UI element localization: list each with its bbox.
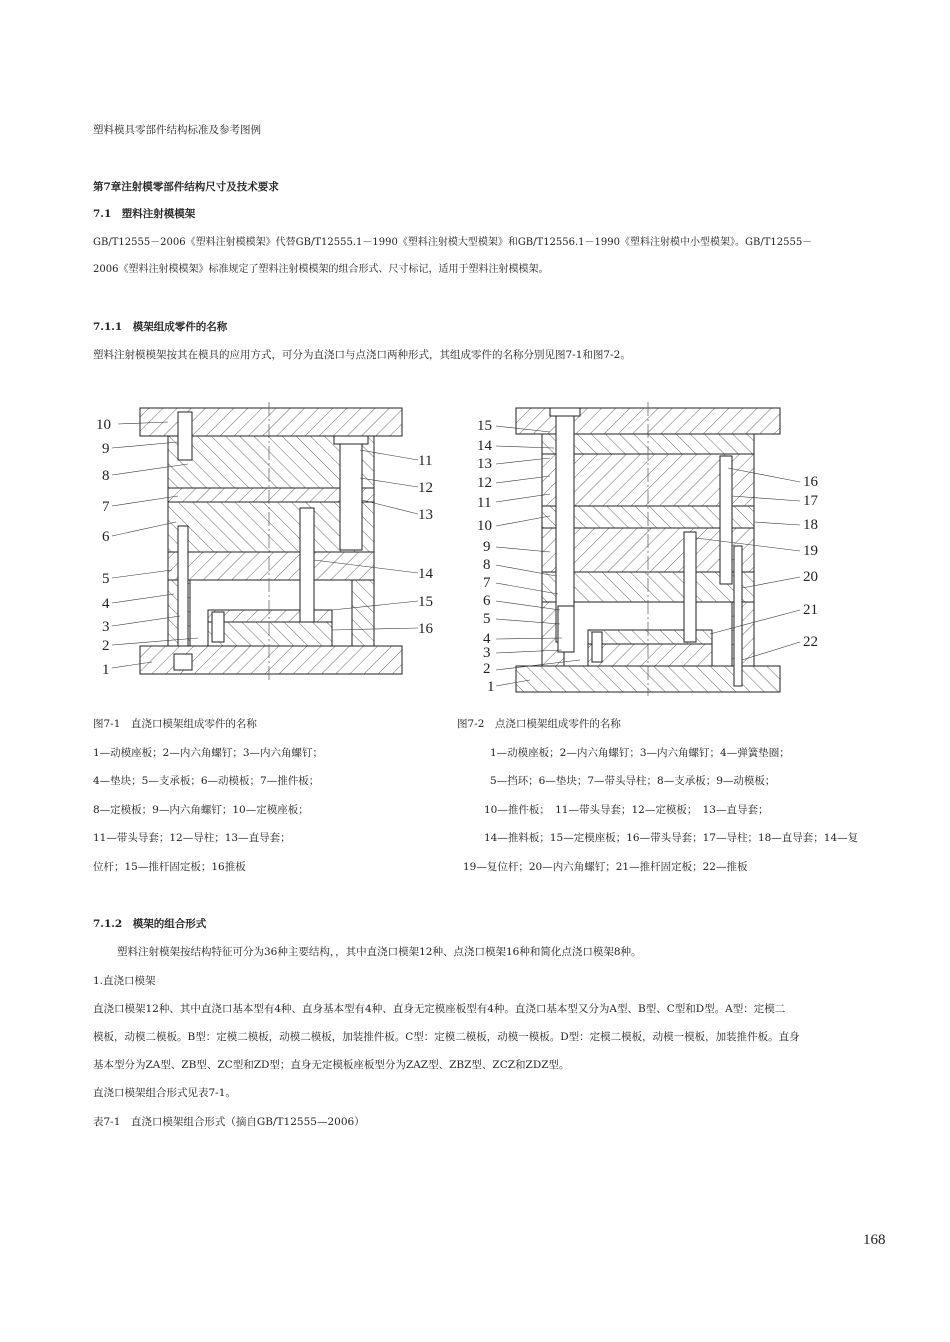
ejector-plate [208,622,332,646]
section-7-1-title: 7.1 塑料注射模模架 [93,208,196,220]
guide-pillar-head [550,408,580,416]
figure-7-1-legend-line: 8—定模板；9—内六角螺钉；10—定模座板； [93,804,309,816]
fig2-label-11: 11 [477,495,492,511]
guide-pillar [340,440,362,550]
subsection-1-paragraph-line2: 模板，动模二模板。B型：定模二模板，动模二模板，加装推件板。C型：定模二模板，动模一模板。D型：定模二模板，动模一模板，加装推件板。直身 [93,1031,800,1043]
fig1-label-9: 9 [102,441,110,457]
fig1-label-3: 3 [102,619,110,635]
fig2-label-17: 17 [803,493,818,509]
socket-screw-ejector [212,612,224,642]
fig2-label-12: 12 [477,475,492,491]
fig2-label-21: 21 [803,602,818,618]
fig2-label-18: 18 [803,517,818,533]
support-plate [168,552,374,580]
table-7-1-caption: 表7-1 直浇口模架组合形式（摘自GB/T12555—2006） [93,1116,365,1128]
fig1-label-13: 13 [418,507,433,523]
section-7-1-1-paragraph: 塑料注射模模架按其在模具的应用方式，可分为直浇口与点浇口两种形式，其组成零件的名称分别见图7-1和图7-2。 [93,349,631,361]
return-pin-19 [684,532,696,642]
figure-7-2-legend-line: 1—动模座板；2—内六角螺钉；3—内六角螺钉；4—弹簧垫圈； [490,747,790,759]
fig2-label-8: 8 [483,557,491,573]
fig1-label-11: 11 [418,453,433,469]
figure-7-1-legend-line: 11—带头导套；12—导柱；13—直导套； [93,832,291,844]
running-header: 塑料模具零部件结构标准及参考图例 [93,124,261,136]
figure-7-1-legend-line: 1—动模座板；2—内六角螺钉；3—内六角螺钉； [93,747,324,759]
return-pin [300,508,314,622]
subsection-1-paragraph-line1: 直浇口模架12种、其中直浇口基本型有4种、直身基本型有4种、直身无定模座板型有4种。直浇口基本型又分为A型、B型、C型和D型。A型：定模二 [93,1003,786,1015]
fig2-label-14: 14 [477,438,492,454]
section-7-1-1-title: 7.1.1 模架组成零件的名称 [93,321,228,333]
fig2-label-1: 1 [487,679,495,695]
figure-7-2-caption: 图7-2 点浇口模架组成零件的名称 [457,718,621,730]
fig1-label-16: 16 [418,621,433,637]
subsection-1-title: 1.直浇口模架 [93,975,156,987]
figure-7-1-legend-line: 位杆；15—推杆固定板；16推板 [93,861,246,873]
figure-7-1 [88,398,433,688]
fig1-label-14: 14 [418,566,433,582]
chapter-title: 第7章注射模零部件结构尺寸及技术要求 [93,181,279,193]
fig1-label-1: 1 [102,662,110,678]
fig1-label-7: 7 [102,499,110,515]
page-number: 168 [863,1232,886,1248]
fig2-label-6: 6 [483,593,491,609]
fig2-label-13: 13 [477,456,492,472]
spacer-block-right [352,580,374,646]
ejector-plate-2 [588,644,712,666]
section-7-1-2-paragraph: 塑料注射模架按结构特征可分为36种主要结构，，其中直浇口模架12种、点浇口模架16种和简化点浇口模架8种。 [117,946,642,958]
fig1-label-2: 2 [102,638,110,654]
subsection-1-paragraph-line3: 基本型分为ZA型、ZB型、ZC型和ZD型；直身无定模板座板型分为ZAZ型、ZBZ型、ZCZ和ZDZ型。 [93,1059,570,1071]
socket-screw-20 [734,546,742,686]
fig1-label-4: 4 [102,596,110,612]
fig1-label-10: 10 [96,417,111,433]
fig1-label-6: 6 [102,529,110,545]
socket-screw-ejector-2 [592,632,602,662]
figure-7-2-drawing [470,398,830,698]
socket-screw-long [178,526,188,646]
section-7-1-paragraph-line2: 2006《塑料注射模模架》标准规定了塑料注射模模架的组合形式、尺寸标记，适用于塑料注射模模架。 [93,264,549,275]
fig2-label-16: 16 [803,474,818,490]
fig2-label-5: 5 [483,611,491,627]
guide-pillar-17 [720,456,732,584]
fig2-label-19: 19 [803,543,818,559]
figure-7-2-legend-line: 10—推件板； 11—带头导套；12—定模板； 13—直导套； [484,804,769,816]
fig1-label-8: 8 [102,468,110,484]
fig2-label-3: 3 [483,645,491,661]
stop-ring [558,606,574,652]
guide-bush-head [334,436,368,444]
figure-7-1-drawing [88,398,433,688]
mold-plates [140,408,402,674]
fig1-label-15: 15 [418,594,433,610]
figure-7-2-legend-line: 14—推料板；15—定模座板；16—带头导套；17—导柱；18—直导套；14—复 [484,832,859,844]
fig2-label-15: 15 [477,418,492,434]
fig2-label-7: 7 [483,575,491,591]
socket-screw-top [178,412,192,460]
figure-7-1-legend-line: 4—垫块；5—支承板；6—动模板；7—推件板； [93,775,320,787]
subsection-1-paragraph-line4: 直浇口模架组合形式见表7-1。 [93,1087,236,1099]
fig1-label-5: 5 [102,571,110,587]
fig2-label-20: 20 [803,569,818,585]
section-7-1-2-title: 7.1.2 模架的组合形式 [93,918,207,930]
socket-screw-head [174,654,192,670]
figure-7-2 [470,398,830,698]
section-7-1-paragraph-line1: GB/T12555－2006《塑料注射模模架》代替GB/T12555.1－1990《塑料注射模大型模架》和GB/T12556.1－1990《塑料注射模中小型模架》。GB/T12555－ [93,237,813,248]
figure-7-1-caption: 图7-1 直浇口模架组成零件的名称 [93,718,257,730]
fig2-label-10: 10 [477,518,492,534]
fig2-label-9: 9 [483,539,491,555]
fig2-label-2: 2 [483,661,491,677]
fig1-label-12: 12 [418,480,433,496]
fig2-label-4: 4 [483,631,491,647]
figure-7-2-legend-line: 19—复位杆；20—内六角螺钉；21—推杆固定板；22—推板 [463,861,748,873]
figure-7-2-legend-line: 5—挡环；6—垫块；7—带头导柱；8—支承板；9—动模板； [490,775,776,787]
fig2-label-22: 22 [803,634,818,650]
